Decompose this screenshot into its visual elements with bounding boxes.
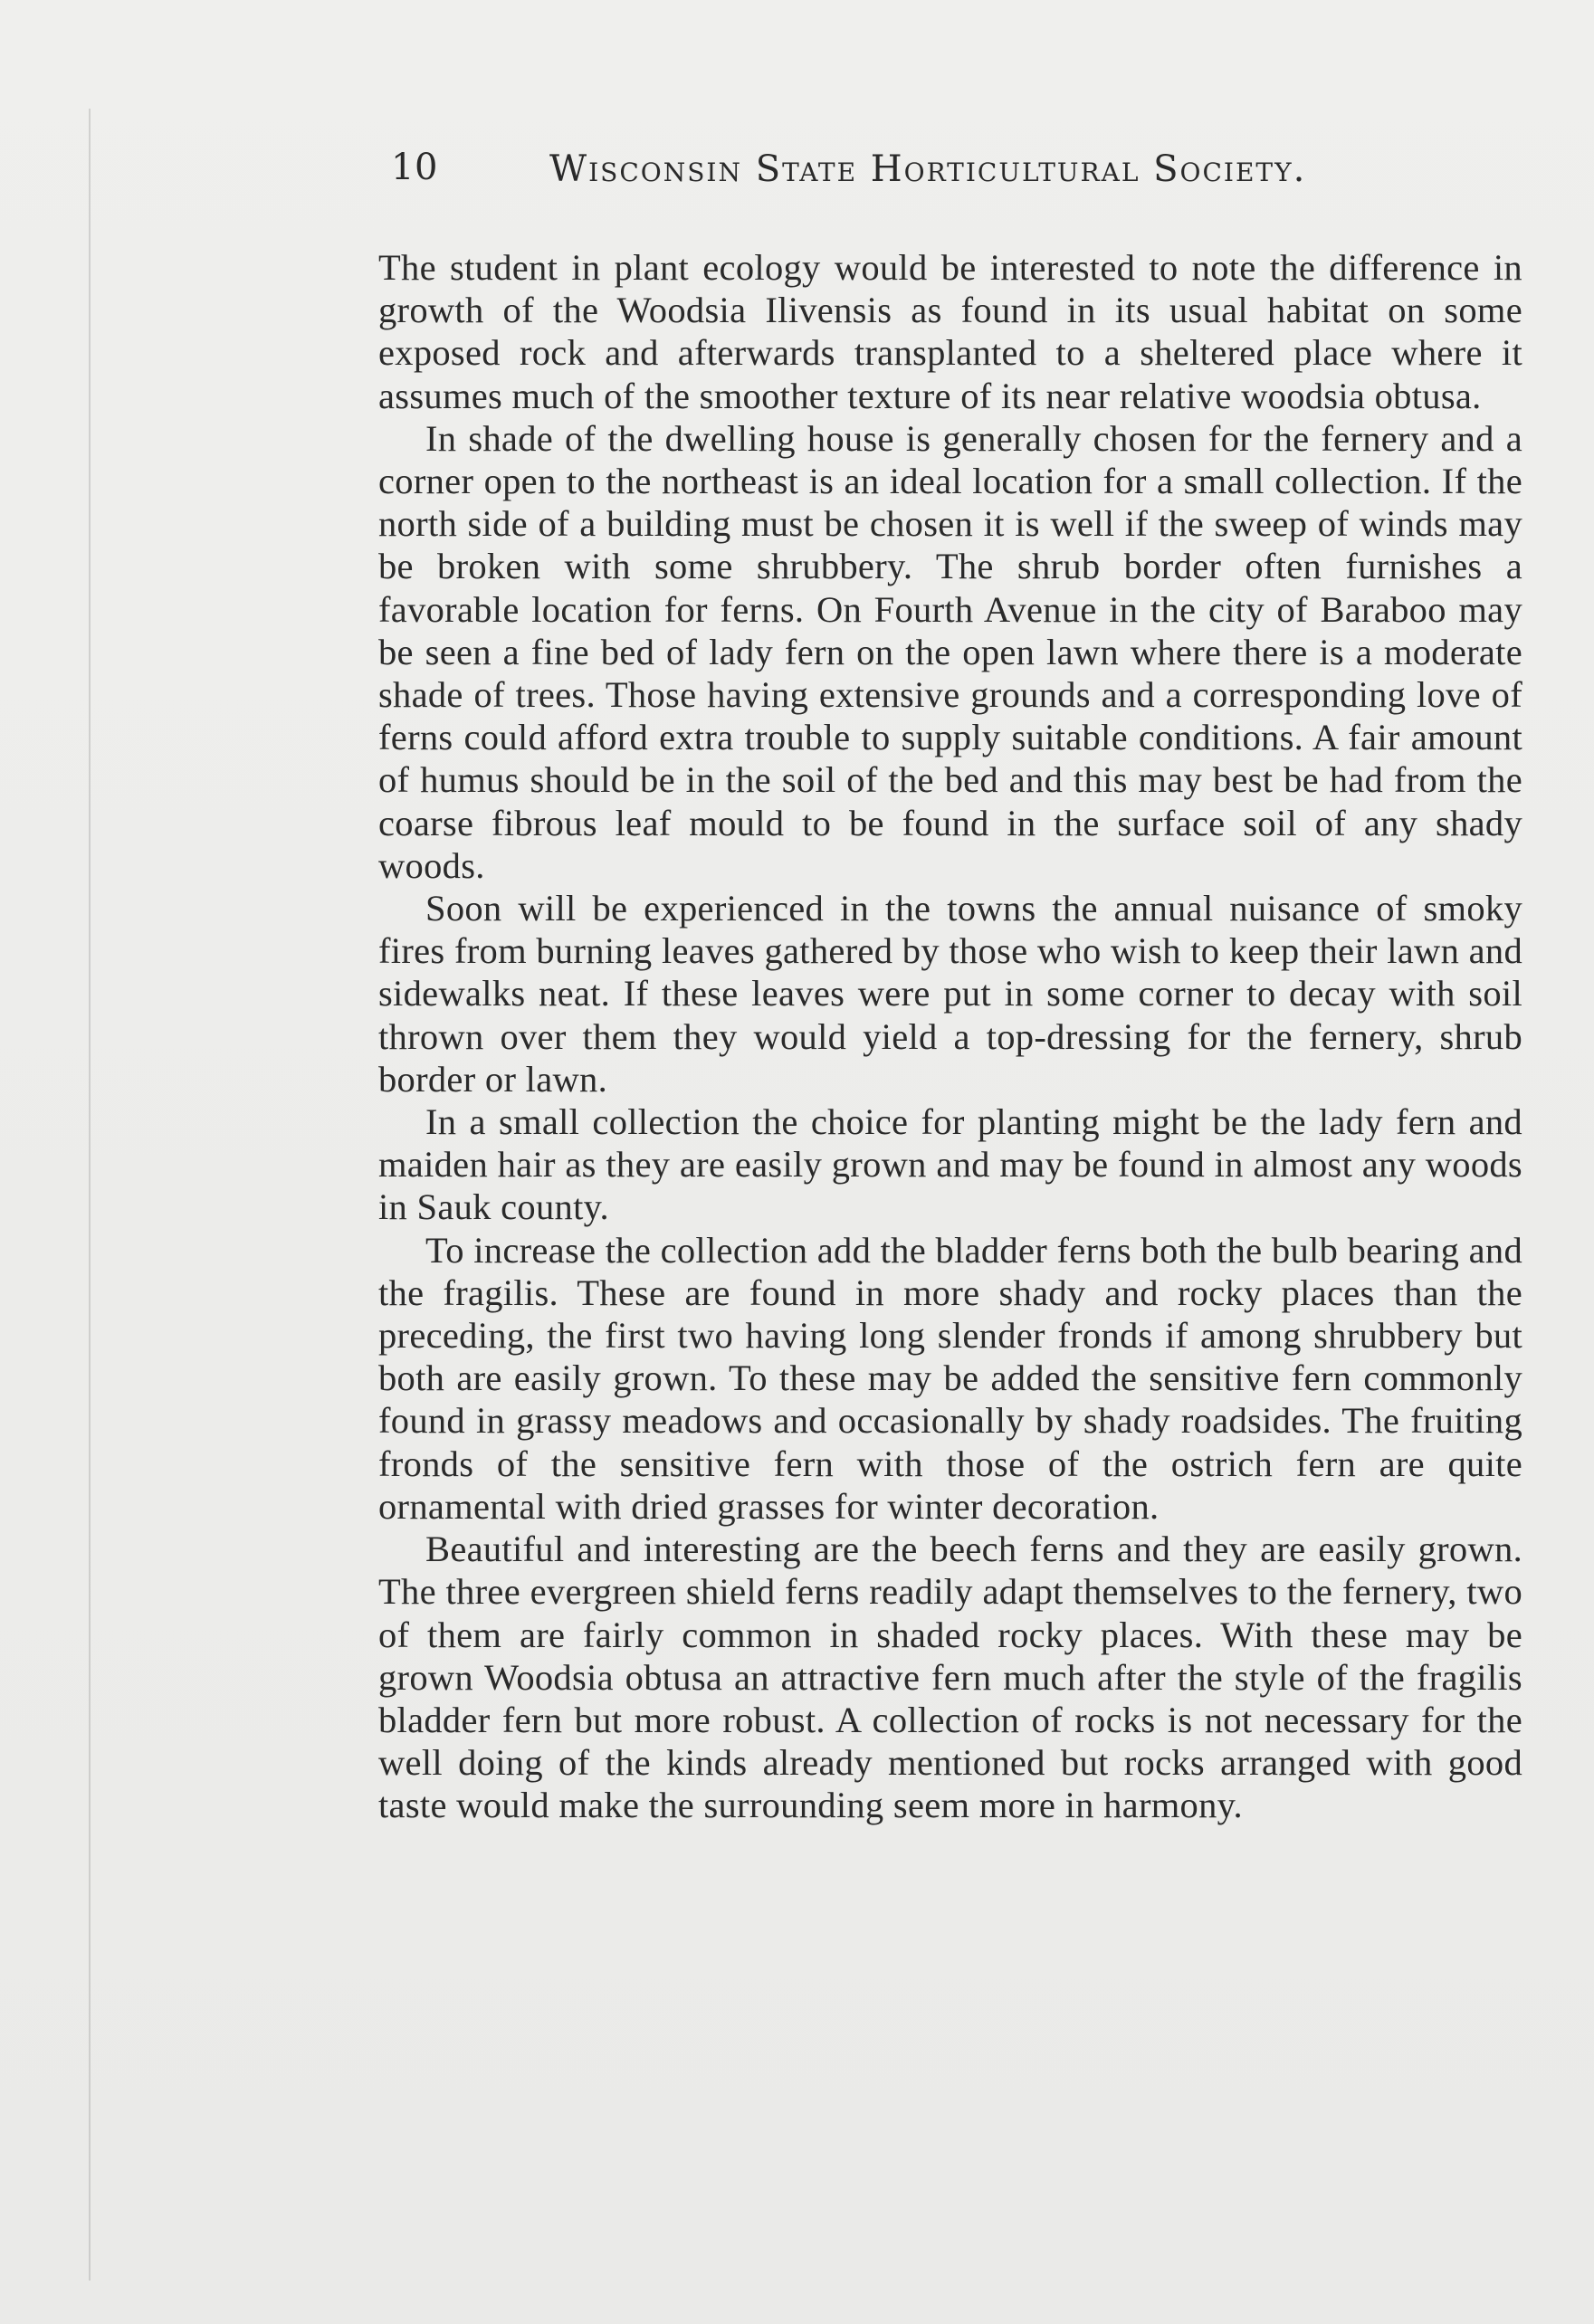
page-header — [391, 147, 1522, 210]
paragraph-2: In shade of the dwelling house is generally chosen for the fernery and a corner open to the northeast is an ideal location for a small collection. If the north side of a building must be chosen it is well if the sweep of winds may be broken with some shrubbery. The shrub border often furnishes a favorable location for ferns. On Fourth Avenue in the city of Baraboo may be seen a fine bed of lady fern on the open lawn where there is a moderate shade of trees. Those having extensive grounds and a corresponding love of ferns could afford extra trouble to supply suitable conditions. A fair amount of humus should be in the soil of the bed and this may best be had from the coarse fibrous leaf mould to be found in the surface soil of any shady woods. — [378, 417, 1522, 886]
paragraph-6: Beautiful and interesting are the beech ferns and they are easily grown. The three evergreen shield ferns readily adapt themselves to the fernery, two of them are fairly common in shaded rocky places. With these may be grown Woodsia obtusa an attractive fern much after the style of the fragilis bladder fern but more robust. A collection of rocks is not necessary for the well doing of the kinds already mentioned but rocks arranged with good taste would make the surrounding seem more in harmony. — [378, 1529, 1522, 1826]
paragraph-5: To increase the collection add the bladder ferns both the bulb bearing and the fragilis. These are found in more shady and rocky places than the preceding, the first two having long slender fronds if among shrubbery but both are easily grown. To these may be added the sensitive fern commonly found in grassy meadows and occasionally by shady roadsides. The fruiting fronds of the sensitive fern with those of the ostrich fern are quite ornamental with dried grasses for winter decoration. — [378, 1229, 1522, 1527]
body-text — [378, 246, 1522, 1827]
page-edge-shadow — [89, 109, 91, 2281]
page-number: 10 — [391, 147, 438, 188]
running-head: Wisconsin State Horticultural Society. — [549, 148, 1307, 190]
paragraph-3: Soon will be experienced in the towns the annual nuisance of smoky fires from burning leaves gathered by those who wish to keep their lawn and sidewalks neat. If these leaves were put in some corner to decay with soil thrown over them they would yield a top-dressing for the fernery, shrub border or lawn. — [378, 888, 1522, 1100]
paragraph-4: In a small collection the choice for planting might be the lady fern and maiden hair as they are easily grown and may be found in almost any woods in Sauk county. — [378, 1101, 1522, 1228]
paragraph-1: The student in plant ecology would be interested to note the difference in growth of the Woodsia Ilivensis as found in its usual habitat on some exposed rock and afterwards transplanted to a sheltered place where it assumes much of the smoother texture of its near relative woodsia obtusa. — [378, 247, 1522, 416]
